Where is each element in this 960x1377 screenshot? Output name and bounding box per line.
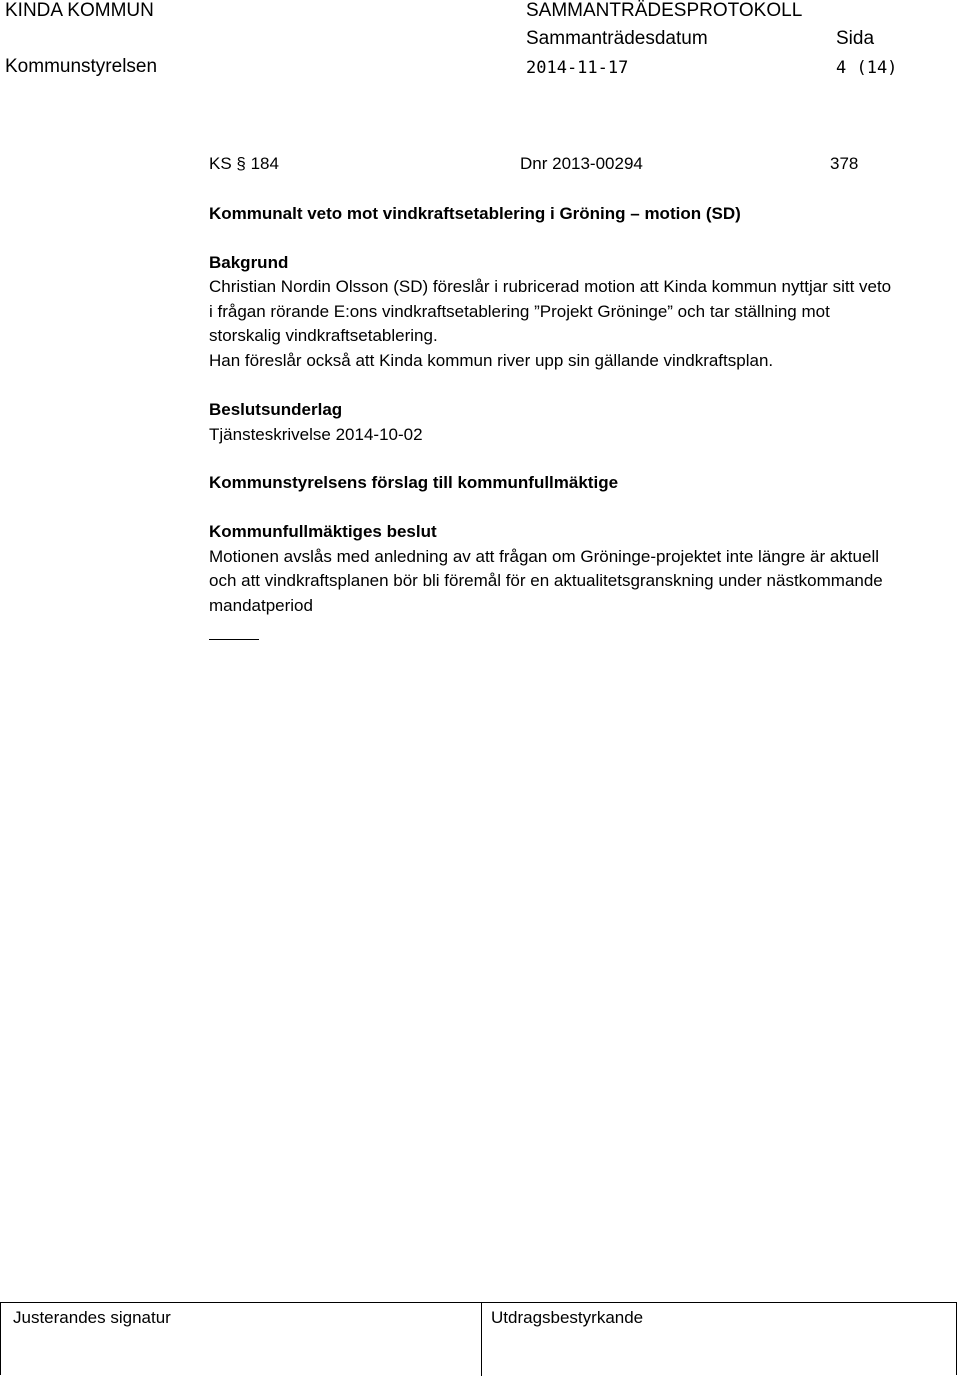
- section-end-divider: [209, 639, 259, 640]
- page-number: 4 (14): [836, 58, 898, 78]
- meeting-date: 2014-11-17: [526, 58, 629, 78]
- bakgrund-line: Christian Nordin Olsson (SD) föreslår i rubricerad motion att Kinda kommun nyttjar sitt veto: [209, 277, 892, 296]
- signature-box: [0, 1302, 957, 1375]
- beslut-heading: Kommunfullmäktiges beslut: [209, 522, 437, 541]
- beslut-line: och att vindkraftsplanen bör bli föremål för en aktualitetsgranskning under nästkommande: [209, 571, 883, 590]
- beslut-line: mandatperiod: [209, 596, 313, 615]
- bakgrund-line: Han föreslår också att Kinda kommun river upp sin gällande vindkraftsplan.: [209, 351, 774, 370]
- underlag-text: Tjänsteskrivelse 2014-10-02: [209, 425, 423, 444]
- forslag-heading: Kommunstyrelsens förslag till kommunfullmäktige: [209, 473, 619, 492]
- case-number: KS § 184: [209, 154, 279, 173]
- signature-divider: [481, 1303, 482, 1376]
- case-ref: 378: [830, 154, 859, 173]
- page-label: Sida: [836, 28, 875, 49]
- beslut-line: Motionen avslås med anledning av att frågan om Gröninge-projektet inte längre är aktuell: [209, 547, 879, 566]
- justerandes-signatur-label: Justerandes signatur: [13, 1308, 171, 1327]
- org-name: KINDA KOMMUN: [5, 0, 154, 21]
- underlag-heading: Beslutsunderlag: [209, 400, 343, 419]
- bakgrund-line: storskalig vindkraftsetablering.: [209, 326, 438, 345]
- case-dnr: Dnr 2013-00294: [520, 154, 643, 173]
- bakgrund-line: i frågan rörande E:ons vindkraftsetablering ”Projekt Gröninge” och tar ställning mot: [209, 302, 830, 321]
- bakgrund-heading: Bakgrund: [209, 253, 289, 272]
- doc-type: SAMMANTRÄDESPROTOKOLL: [526, 0, 803, 21]
- committee-name: Kommunstyrelsen: [5, 56, 158, 77]
- case-title: Kommunalt veto mot vindkraftsetablering i Gröning – motion (SD): [209, 204, 741, 223]
- date-label: Sammanträdesdatum: [526, 28, 708, 49]
- utdragsbestyrkande-label: Utdragsbestyrkande: [491, 1308, 644, 1327]
